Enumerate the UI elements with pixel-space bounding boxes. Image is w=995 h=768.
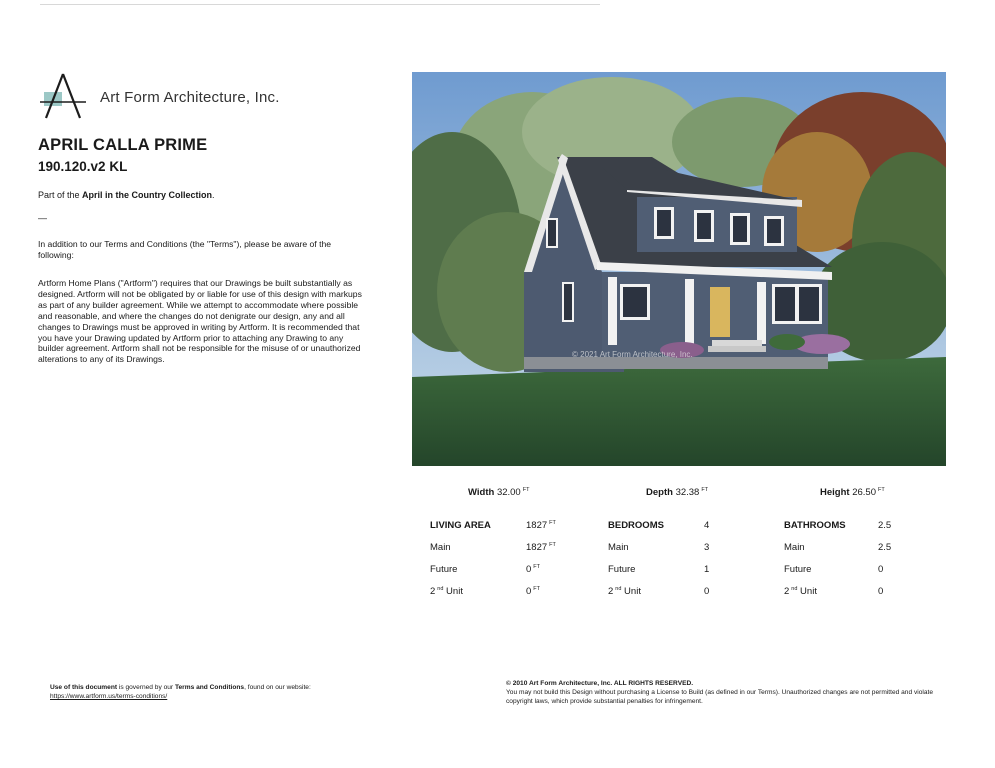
height-unit: FT <box>877 487 885 493</box>
bedrooms-total: 4 <box>704 520 710 531</box>
notice-intro: In addition to our Terms and Conditions (the "Terms"), please be aware of the following: <box>38 239 332 260</box>
collection-name: April in the Country Collection <box>82 190 213 200</box>
width-unit: FT <box>522 487 530 493</box>
copyright-line: © 2010 Art Form Architecture, Inc. ALL RIGHTS RESERVED. <box>506 680 694 687</box>
notice-body: Artform Home Plans ("Artform") requires that our Drawings be built substantially as designed. Artform will not be obligated by or liable for use of this design with markups as part of any builder agreement. While we attempt to accommodate where possible and reasonable, and where the changes do not denigrate our design, any and all changes to Drawings must be approved in writing by Artform. It is recommended that you have your Drawing updated by Artform prior to attaching any Drawing to any builder agreement. Artform shall not be responsible for the misuse of or unauthorized alterations to any of its Drawings. <box>38 278 362 365</box>
living-main-label: Main <box>430 542 451 553</box>
bathrooms-main-label: Main <box>784 542 805 553</box>
bedrooms-main-label: Main <box>608 542 629 553</box>
width-label: Width <box>468 487 495 499</box>
art-form-logo-icon <box>38 70 88 122</box>
living-2nd-unit-label: 2 $^{nd}$ Unit <box>430 586 463 598</box>
bathrooms-future-label: Future <box>784 564 812 575</box>
bedrooms-future-label: Future <box>608 564 636 575</box>
living-2nd-unit-value: 0 $^{FT}$ <box>526 586 541 598</box>
terms-link[interactable]: https://www.artform.us/terms-conditions/ <box>50 693 168 700</box>
bedrooms-future-value: 1 <box>704 564 710 575</box>
license-notice: You may not build this Design without purchasing a License to Build (as defined in our Terms). Unauthorized changes are not permitted and violate copyright laws, which provide substantial penalties for infringement. <box>506 689 934 705</box>
depth-spec <box>646 487 708 498</box>
living-future-label: Future <box>430 564 458 575</box>
living-main-value: 1827 $^{FT}$ <box>526 542 556 554</box>
photo-watermark: © 2021 Art Form Architecture, Inc. <box>572 350 693 359</box>
width-value: 32.00 <box>496 487 521 499</box>
collection-prefix: Part of the <box>38 190 83 200</box>
company-name: Art Form Architecture, Inc. <box>100 89 280 106</box>
bathrooms-future-value: 0 <box>878 564 884 575</box>
footer-copyright <box>506 679 946 706</box>
depth-value: 32.38 <box>675 487 700 499</box>
separator: — <box>38 213 47 223</box>
bathrooms-total: 2.5 <box>878 520 892 531</box>
footer-terms: Use of this document is governed by our Terms and Conditions, found on our website: https://www.artform.us/terms-conditions/ <box>50 684 311 700</box>
house-rendering-image <box>412 72 946 466</box>
bedrooms-heading: BEDROOMS <box>608 520 664 531</box>
bathrooms-2nd-unit-value: 0 <box>878 586 884 597</box>
bathrooms-heading: BATHROOMS <box>784 520 846 531</box>
depth-unit: FT <box>701 487 709 493</box>
living-area-total: 1827 $^{FT}$ <box>526 520 556 532</box>
bedrooms-2nd-unit-label: 2 $^{nd}$ Unit <box>608 586 641 598</box>
height-label: Height <box>820 487 850 499</box>
top-rule <box>40 4 600 5</box>
height-value: 26.50 <box>852 487 876 499</box>
collection-suffix: . <box>212 190 215 200</box>
plan-code: 190.120.v2 KL <box>38 159 128 174</box>
collection-line <box>38 190 215 200</box>
bathrooms-2nd-unit-label: 2 $^{nd}$ Unit <box>784 586 817 598</box>
bedrooms-main-value: 3 <box>704 542 710 553</box>
height-spec <box>820 487 885 498</box>
plan-name: APRIL CALLA PRIME <box>38 136 208 154</box>
width-spec <box>468 487 529 498</box>
living-area-heading: LIVING AREA <box>430 520 491 531</box>
depth-label: Depth <box>646 487 673 499</box>
bathrooms-main-value: 2.5 <box>878 542 892 553</box>
bedrooms-2nd-unit-value: 0 <box>704 586 710 597</box>
living-future-value: 0 $^{FT}$ <box>526 564 541 576</box>
